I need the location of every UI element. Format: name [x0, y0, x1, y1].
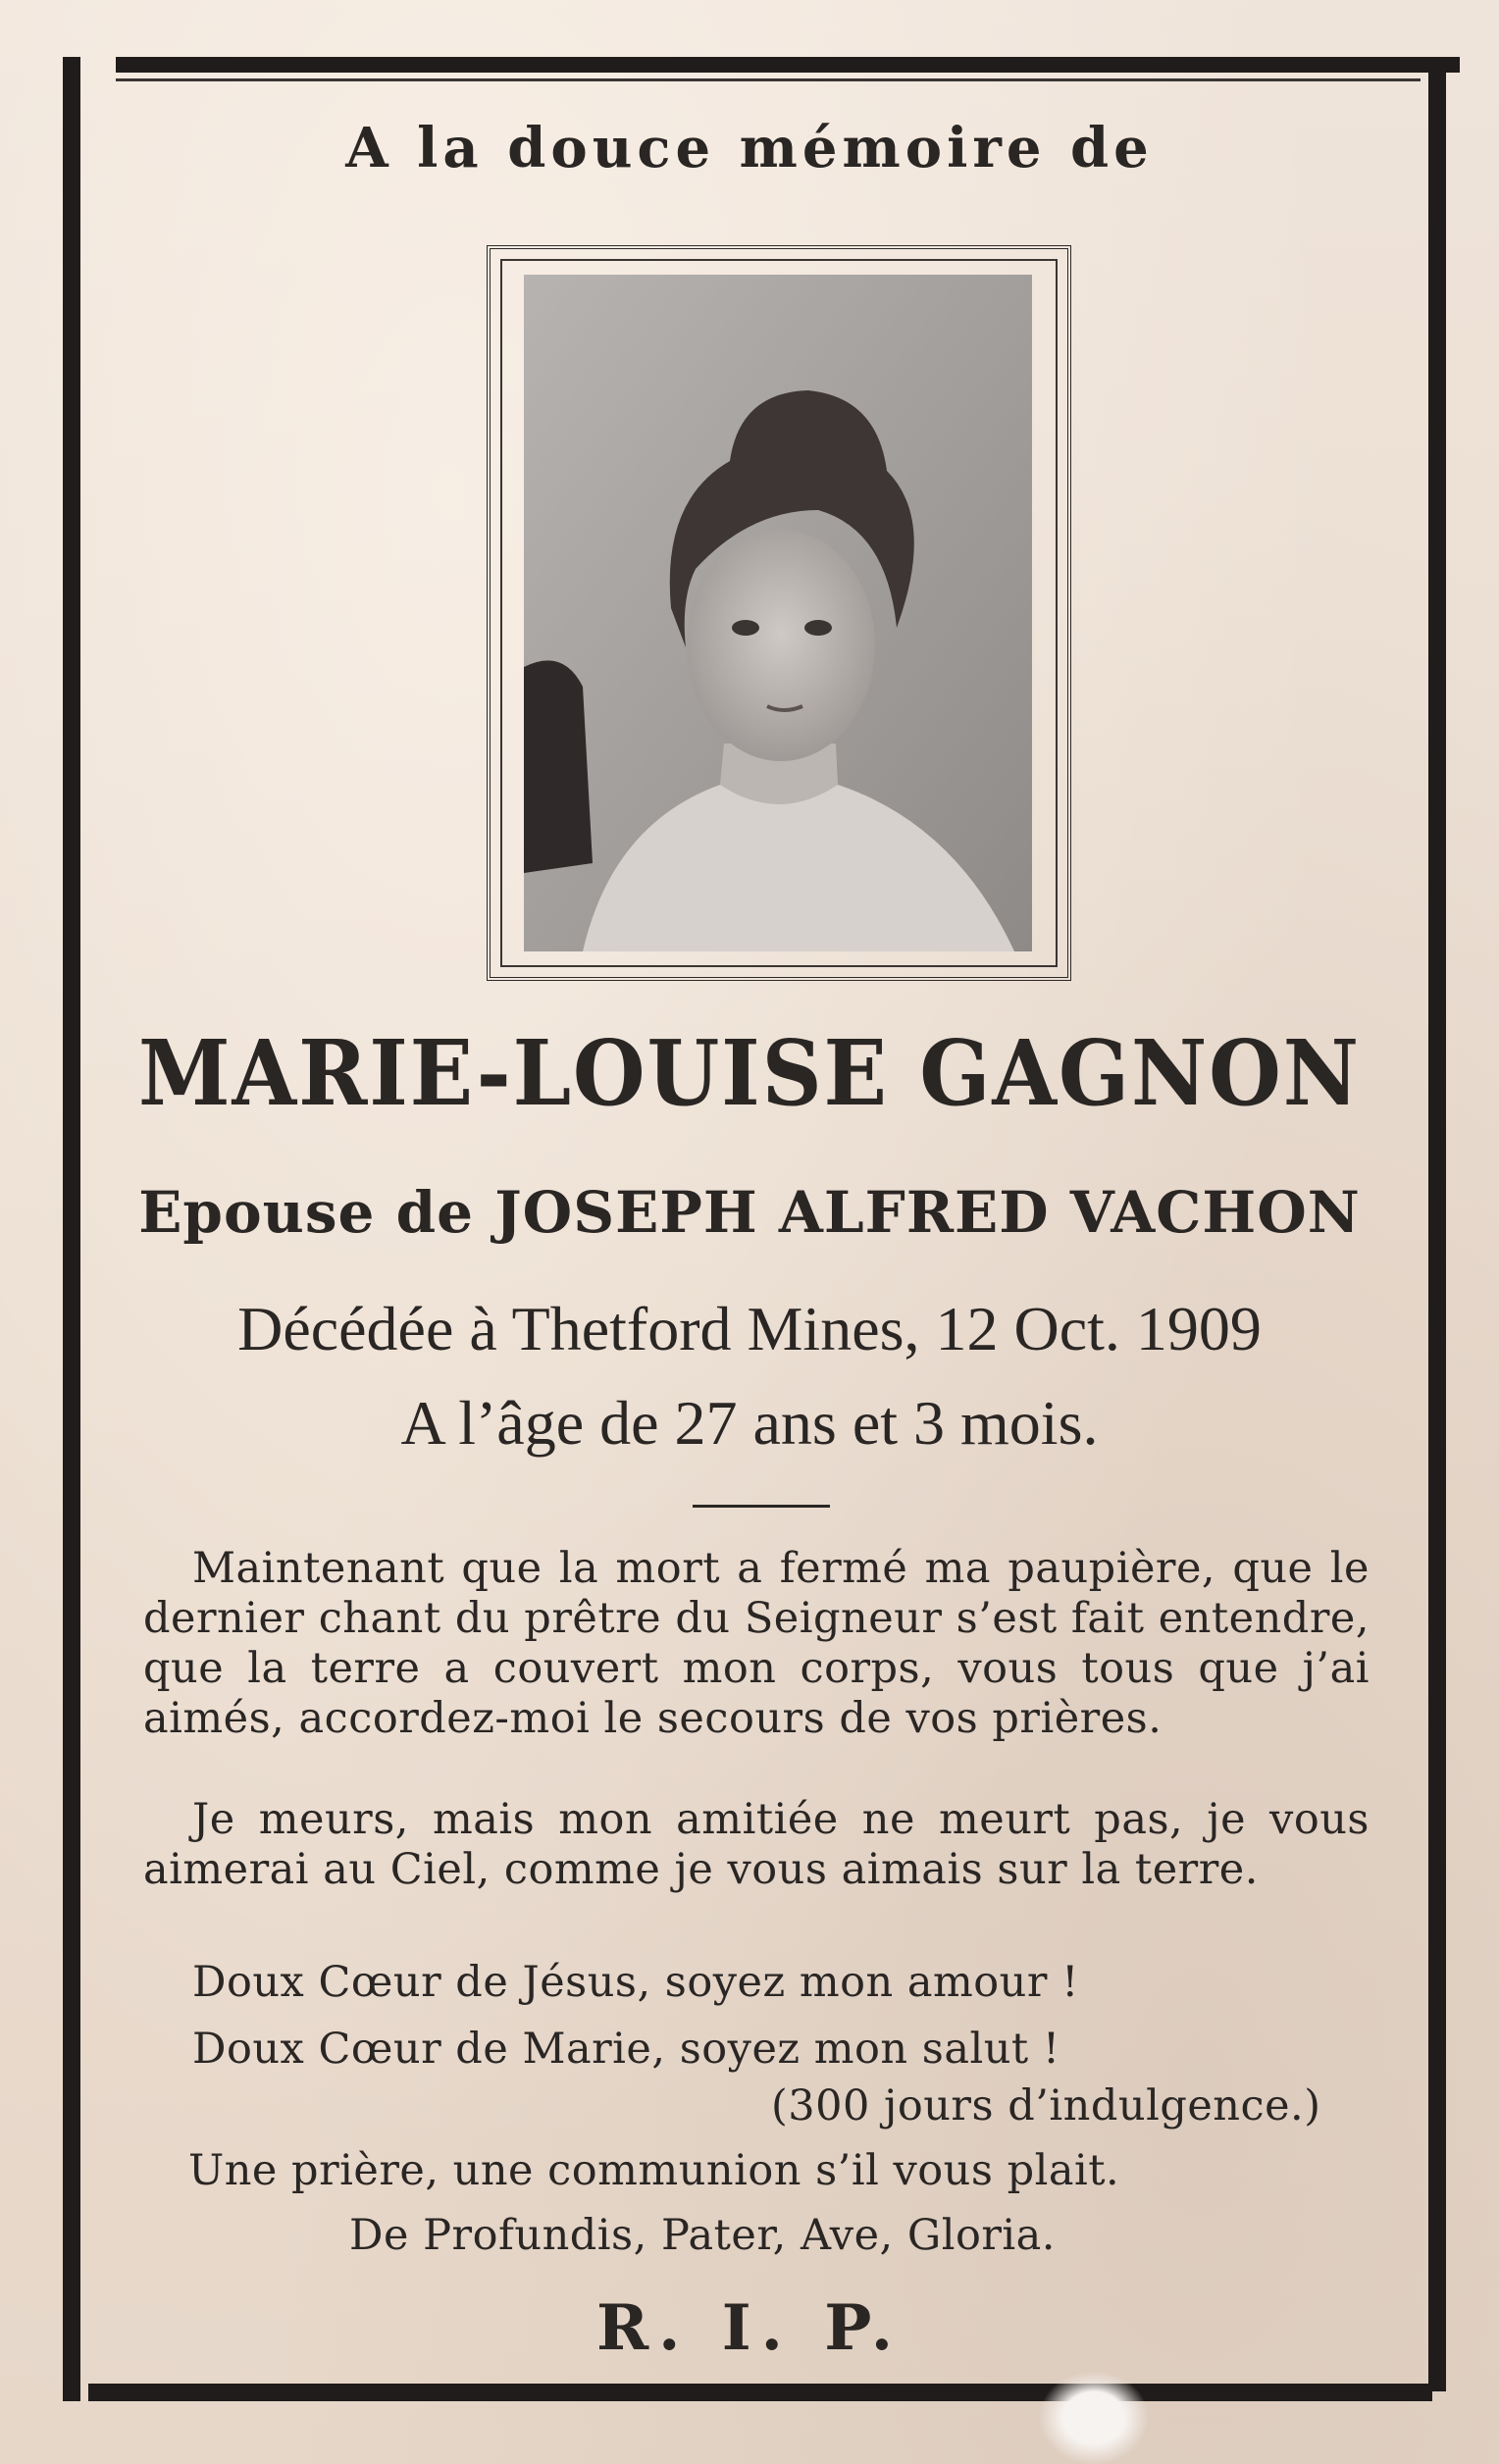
invocation-jesus: Doux Cœur de Jésus, soyez mon amour !: [192, 1958, 1079, 2007]
communion-request: Une prière, une communion s’il vous plait.: [188, 2146, 1120, 2195]
portrait-photo: [524, 275, 1032, 951]
prayer-paragraph-2: Je meurs, mais mon amitiée ne meurt pas, je vous aimerai au Ciel, comme je vous aimais sur la terre.: [143, 1795, 1370, 1894]
border-inner-line: [116, 78, 1421, 81]
death-date-place: Décédée à Thetford Mines, 12 Oct. 1909: [237, 1294, 1262, 1363]
prayer-paragraph-1: Maintenant que la mort a fermé ma paupière, que le dernier chant du prêtre du Seigneur s’est fait entendre, que la terre a couvert mon corps, vous tous que j’ai aimés, accordez-moi le secours de vos prières.: [143, 1544, 1370, 1743]
invocation-marie: Doux Cœur de Marie, soyez mon salut !: [192, 2025, 1060, 2074]
card-heading: A la douce mémoire de: [345, 116, 1154, 180]
prayers-list: De Profundis, Pater, Ave, Gloria.: [349, 2211, 1056, 2260]
indulgence-note: (300 jours d’indulgence.): [771, 2081, 1321, 2130]
paper-wear-spot: [1040, 2372, 1148, 2464]
mourning-border-bottom: [88, 2384, 1432, 2401]
mourning-border-top: [116, 57, 1460, 73]
separator-rule: [693, 1505, 830, 1508]
rip-inscription: R. I. P.: [595, 2291, 904, 2365]
age-at-death: A l’âge de 27 ans et 3 mois.: [400, 1388, 1099, 1458]
portrait-frame: [487, 245, 1071, 981]
spouse-line: Epouse de JOSEPH ALFRED VACHON: [138, 1179, 1361, 1246]
portrait-illustration: [524, 275, 1032, 951]
deceased-name: MARIE-LOUISE GAGNON: [138, 1020, 1361, 1126]
